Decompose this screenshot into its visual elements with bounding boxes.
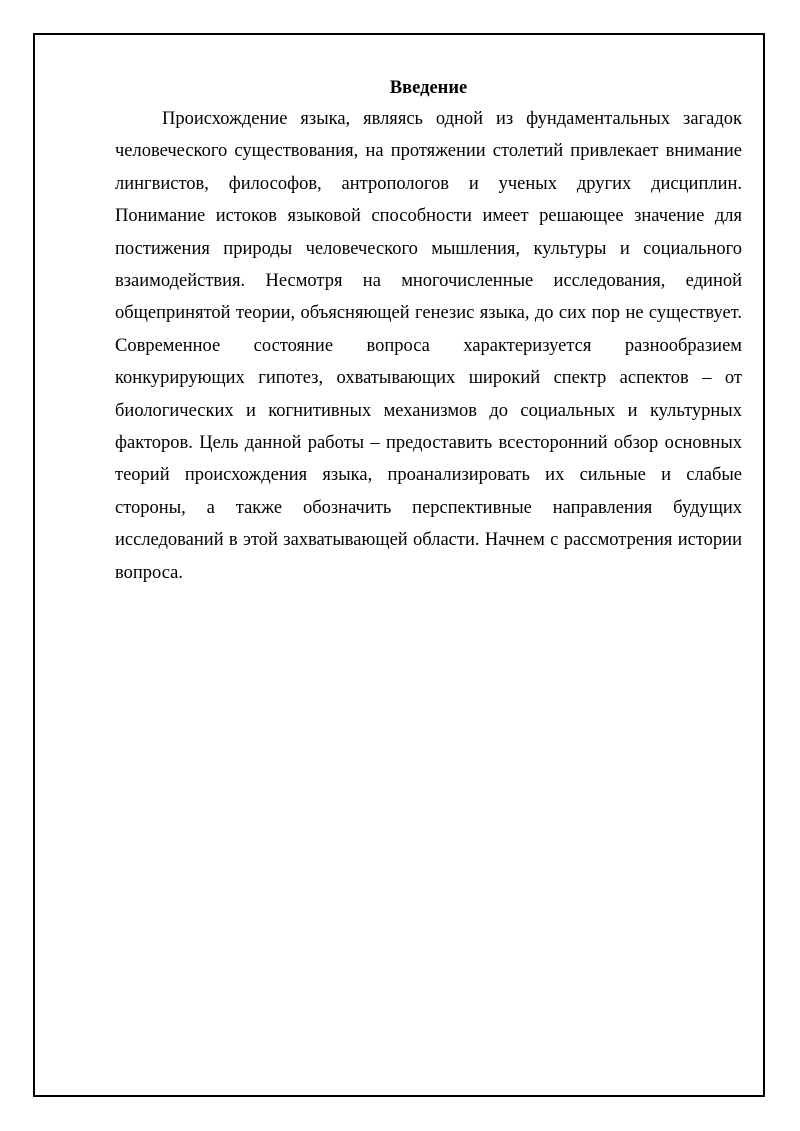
section-title: Введение: [389, 78, 468, 98]
intro-paragraph: Происхождение языка, являясь одной из фундаментальных загадок человеческого существования, на протяжении столетий привлекает внимание лингвистов, философов, антропологов и ученых других дисциплин. Понимание истоков языковой способности имеет решающее значение для постижения природы человеческого мышления, культуры и социального взаимодействия. Несмотря на многочисленные исследования, единой общепринятой теории, объясняющей генезис языка, до сих пор не существует. Современное состояние вопроса характеризуется разнообразием конкурирующих гипотез, охватывающих широкий спектр аспектов – от биологических и когнитивных механизмов до социальных и культурных факторов. Цель данной работы – предоставить всесторонний обзор основных теорий происхождения языка, проанализировать их сильные и слабые стороны, а также обозначить перспективные направления будущих исследований в этой захватывающей области. Начнем с рассмотрения истории вопроса.: [115, 109, 742, 583]
document-body: [115, 74, 742, 589]
